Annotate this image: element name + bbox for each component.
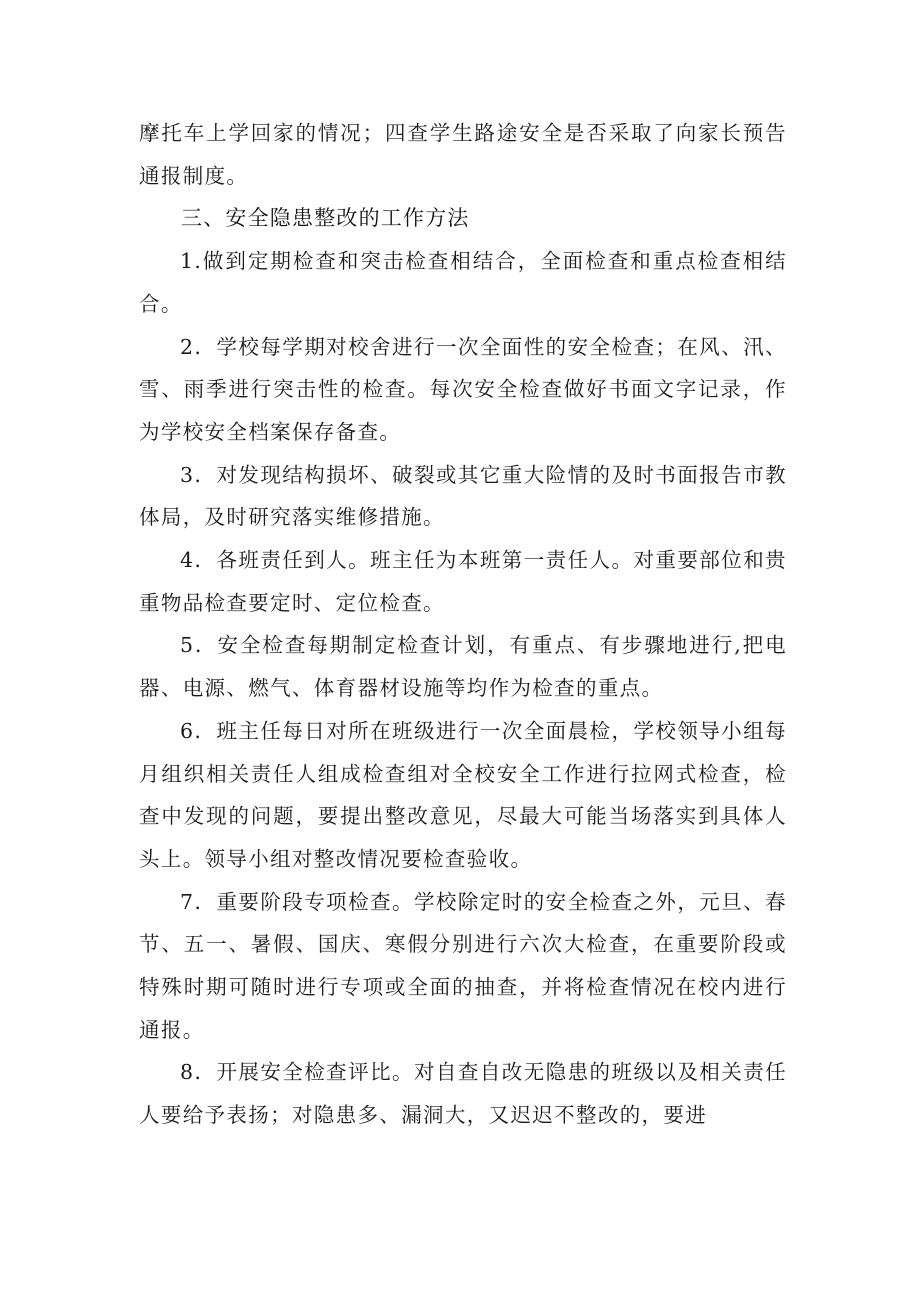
- list-item-6: 6．班主任每日对所在班级进行一次全面晨检，学校领导小组每月组织相关责任人组成检查组对全校安全工作进行拉网式检查，检查中发现的问题，要提出整改意见，尽最大可能当场落实到具体人头上。领导小组对整改情况要检查验收。: [139, 718, 787, 871]
- section-heading: 三、安全隐患整改的工作方法: [181, 206, 470, 231]
- list-item-3: 3．对发现结构损坏、破裂或其它重大险情的及时书面报告市教体局，及时研究落实维修措施。: [139, 462, 787, 530]
- document-body: [139, 112, 787, 1137]
- list-item-8: 8．开展安全检查评比。对自查自改无隐患的班级以及相关责任人要给予表扬；对隐患多、漏洞大，又迟迟不整改的，要进: [139, 1060, 787, 1128]
- list-item-7: 7．重要阶段专项检查。学校除定时的安全检查之外，元旦、春节、五一、暑假、国庆、寒假分别进行六次大检查，在重要阶段或特殊时期可随时进行专项或全面的抽查，并将检查情况在校内进行通报。: [139, 889, 787, 1042]
- list-item-5: 5．安全检查每期制定检查计划，有重点、有步骤地进行,把电器、电源、燃气、体育器材设施等均作为检查的重点。: [139, 633, 787, 701]
- list-item-1: 1.做到定期检查和突击检查相结合，全面检查和重点检查相结合。: [139, 249, 787, 316]
- list-item-4: 4．各班责任到人。班主任为本班第一责任人。对重要部位和贵重物品检查要定时、定位检查。: [139, 548, 787, 615]
- continuation-paragraph: 摩托车上学回家的情况；四查学生路途安全是否采取了向家长预告通报制度。: [139, 121, 787, 188]
- list-item-2: 2．学校每学期对校舍进行一次全面性的安全检查；在风、汛、雪、雨季进行突击性的检查。每次安全检查做好书面文字记录，作为学校安全档案保存备查。: [139, 334, 787, 444]
